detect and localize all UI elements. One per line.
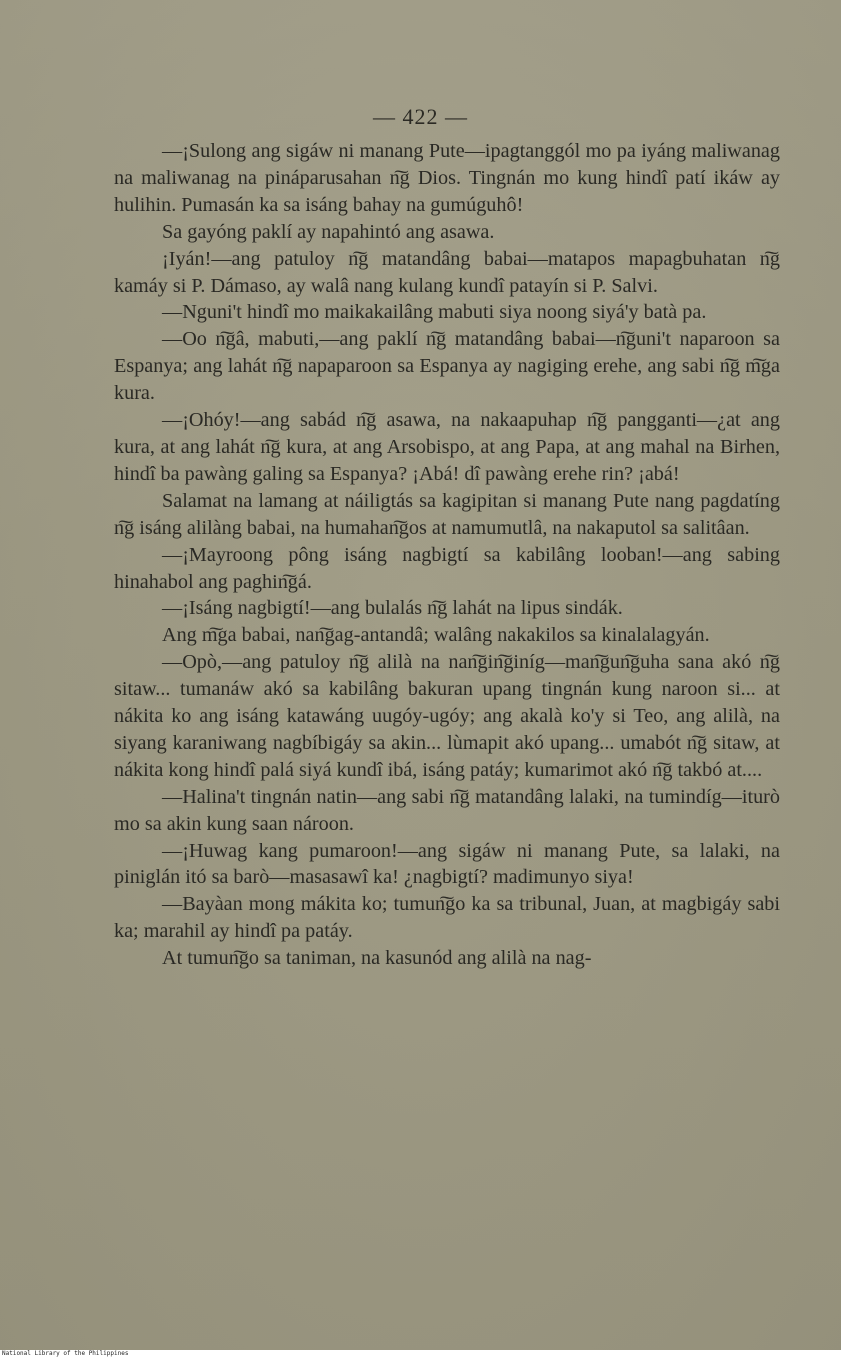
paragraph-10: Ang m͠ga babai, nan͠gag-antandâ; walâng nakakilos sa kinalalagyán. <box>162 624 710 647</box>
paragraph-6: —¡Ohóy!—ang sabád n͠g asawa, na nakaapuhap n͠g pangganti—¿at ang kura, at ang lahát n͠g kura, at ang Arsobispo, at ang Papa, at ang mahal na Birhen, hindî ba pawàng galing sa Espanya? ¡Abá! dî pawàng erehe rin? ¡abá! <box>114 409 780 485</box>
paragraph-8: —¡Mayroong pông isáng nagbigtí sa kabilâng looban!—ang sabing hinahabol ang paghin͠gá. <box>114 543 780 593</box>
paragraph-1: —¡Sulong ang sigáw ni manang Pute—ipagtanggól mo pa iyáng maliwanag na maliwanag na pináparusahan n͠g Dios. Tingnán mo kung hindî patí ikáw ay hulihin. Pumasán ka sa isáng bahay na gumúguhô! <box>114 140 780 216</box>
paragraph-7: Salamat na lamang at náiligtás sa kagipitan si manang Pute nang pagdatíng n͠g isáng alilàng babai, na humahan͠gos at namumutlâ, na nakaputol sa salitâan. <box>114 489 780 539</box>
page-number: — 422 — <box>373 104 468 129</box>
footer-bar <box>0 1350 841 1358</box>
library-credit: National Library of the Philippines <box>2 1350 129 1357</box>
paragraph-2: Sa gayóng paklí ay napahintó ang asawa. <box>162 220 495 243</box>
paragraph-9: —¡Isáng nagbigtí!—ang bulalás n͠g lahát na lipus sindák. <box>162 597 623 620</box>
paragraph-12: —Halina't tingnán natin—ang sabi n͠g matandâng lalaki, na tumindíg—iturò mo sa akin kung saan nároon. <box>114 785 780 835</box>
page-text <box>114 138 780 972</box>
paragraph-3: ¡Iyán!—ang patuloy n͠g matandâng babai—matapos mapagbuhatan n͠g kamáy si P. Dámaso, ay walâ nang kulang kundî patayín si P. Salvi. <box>114 247 780 297</box>
paragraph-15: At tumun͠go sa taniman, na kasunód ang alilà na nag- <box>162 947 592 970</box>
paragraph-13: —¡Huwag kang pumaroon!—ang sigáw ni manang Pute, sa lalaki, na piniglán itó sa barò—masasawî ka! ¿nagbigtí? madimunyo siya! <box>114 839 780 889</box>
paragraph-14: —Bayàan mong mákita ko; tumun͠go ka sa tribunal, Juan, at magbigáy sabi ka; marahil ay hindî pa patáy. <box>114 893 780 943</box>
paragraph-5: —Oo n͠gâ, mabuti,—ang paklí n͠g matandâng babai—n͠guni't naparoon sa Espanya; ang lahát n͠g napaparoon sa Espanya ay nagiging erehe, ang sabi n͠g m͠ga kura. <box>114 328 780 405</box>
paragraph-11: —Opò,—ang patuloy n͠g alilà na nan͠gin͠giníg—man͠gun͠guha sana akó n͠g sitaw... tumanáw akó sa kabilâng bakuran upang tingnán kung naroon si... at nákita ko ang isáng katawáng uugóy-ugóy; ang akalà ko'y si Teo, ang alilà, na siyang karaniwang nagbíbigáy sa akin... lùmapit akó upang... umabót n͠g sitaw, at nákita kong hindî palá siyá kundî ibá, isáng patáy; kumarimot akó n͠g takbó at.... <box>114 651 780 781</box>
paragraph-4: —Nguni't hindî mo maikakailâng mabuti siya noong siyá'y batà pa. <box>162 301 707 324</box>
